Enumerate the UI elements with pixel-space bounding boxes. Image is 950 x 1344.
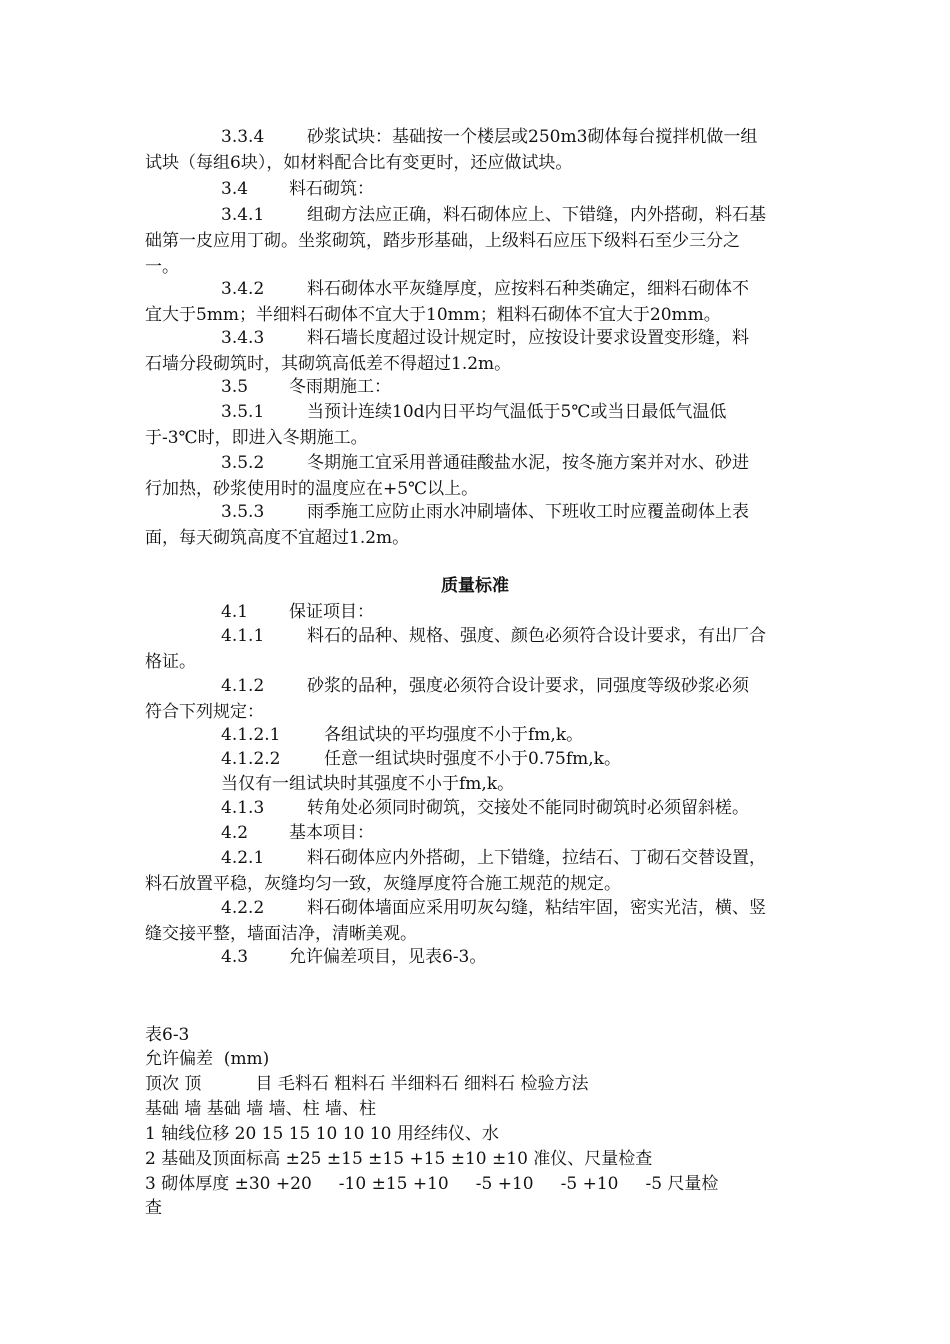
clause-number: 3.4.2 — [221, 279, 265, 299]
clause-text: 当预计连续10d内日平均气温低于5℃或当日最低气温低 — [307, 402, 727, 422]
clause-number: 4.3 — [221, 947, 249, 967]
clause-number: 3.5.3 — [221, 502, 265, 522]
table-name: 表6-3 — [145, 1025, 190, 1045]
clause-text: 保证项目： — [289, 602, 374, 622]
section-3-4 — [221, 176, 810, 202]
clause-4-1-3 — [221, 795, 810, 821]
table-header-row-2: 基础 墙 基础 墙 墙、柱 墙、柱 — [145, 1099, 377, 1119]
section-4-2 — [221, 820, 810, 846]
section-4-1 — [221, 599, 810, 625]
clause-text-cont: 行加热，砂浆使用时的温度应在+5℃以上。 — [145, 479, 479, 499]
clause-text-cont: 格证。 — [145, 652, 196, 672]
clause-3-3-4 — [221, 124, 810, 150]
clause-number: 3.3.4 — [221, 127, 265, 147]
clause-text: 料石砌筑： — [289, 179, 374, 199]
clause-text-cont: 符合下列规定： — [145, 702, 264, 722]
clause-text: 砂浆的品种，强度必须符合设计要求，同强度等级砂浆必须 — [307, 676, 749, 696]
clause-number: 4.2.1 — [221, 848, 265, 868]
clause-text: 组砌方法应正确，料石砌体应上、下错缝，内外搭砌，料石基 — [307, 205, 766, 225]
clause-3-4-2 — [221, 276, 810, 302]
clause-4-1-1 — [221, 623, 810, 649]
clause-number: 4.1.2.1 — [221, 725, 281, 745]
clause-number: 3.5.2 — [221, 453, 265, 473]
clause-text: 允许偏差项目，见表6-3。 — [289, 947, 487, 967]
clause-number: 4.1.2.2 — [221, 749, 281, 769]
clause-text: 砂浆试块：基础按一个楼层或250m3砌体每台搅拌机做一组 — [307, 127, 758, 147]
table-header-row-1: 顶次 顶 目 毛料石 粗料石 半细料石 细料石 检验方法 — [145, 1074, 589, 1094]
clause-text: 转角处必须同时砌筑，交接处不能同时砌筑时必须留斜槎。 — [307, 798, 749, 818]
clause-text: 各组试块的平均强度不小于fm,k。 — [324, 725, 584, 745]
clause-text-cont: 宜大于5mm；半细料石砌体不宜大于10mm；粗料石砌体不宜大于20mm。 — [145, 305, 721, 325]
clause-number: 3.4 — [221, 179, 249, 199]
clause-number: 3.5.1 — [221, 402, 265, 422]
clause-number: 4.1.1 — [221, 626, 265, 646]
clause-3-4-3 — [221, 325, 810, 351]
clause-3-5-3 — [221, 499, 810, 525]
clause-note: 当仅有一组试块时其强度不小于fm,k。 — [221, 774, 515, 794]
clause-text-cont: 一。 — [145, 257, 179, 277]
clause-text: 料石砌体水平灰缝厚度，应按料石种类确定，细料石砌体不 — [307, 279, 749, 299]
clause-3-5-2 — [221, 450, 810, 476]
clause-4-1-2-1 — [221, 722, 810, 748]
clause-text: 料石砌体应内外搭砌，上下错缝，拉结石、丁砌石交替设置， — [307, 848, 766, 868]
clause-text: 雨季施工应防止雨水冲刷墙体、下班收工时应覆盖砌体上表 — [307, 502, 749, 522]
clause-text: 料石砌体墙面应采用叨灰勾缝，粘结牢固，密实光洁，横、竖 — [307, 898, 766, 918]
clause-4-1-2-2 — [221, 746, 810, 772]
section-heading: 质量标准 — [441, 576, 509, 596]
clause-number: 4.1.2 — [221, 676, 265, 696]
clause-text-cont: 料石放置平稳，灰缝均匀一致，灰缝厚度符合施工规范的规定。 — [145, 874, 621, 894]
clause-3-5-1 — [221, 399, 810, 425]
clause-number: 4.1.3 — [221, 798, 265, 818]
clause-text-cont: 石墙分段砌筑时，其砌筑高低差不得超过1.2m。 — [145, 354, 512, 374]
table-row-3-cont: 查 — [145, 1198, 162, 1218]
clause-number: 4.2 — [221, 823, 249, 843]
clause-text: 冬期施工宜采用普通硅酸盐水泥，按冬施方案并对水、砂进 — [307, 453, 749, 473]
clause-text: 冬雨期施工： — [289, 377, 391, 397]
clause-number: 4.2.2 — [221, 898, 265, 918]
clause-number: 3.4.3 — [221, 328, 265, 348]
clause-text-cont: 于-3℃时，即进入冬期施工。 — [145, 428, 368, 448]
clause-text-cont: 缝交接平整，墙面洁净，清晰美观。 — [145, 924, 417, 944]
clause-text: 任意一组试块时强度不小于0.75fm,k。 — [324, 749, 621, 769]
clause-text-cont: 面，每天砌筑高度不宜超过1.2m。 — [145, 528, 410, 548]
table-row-1: 1 轴线位移 20 15 15 10 10 10 用经纬仪、水 — [145, 1124, 499, 1144]
clause-text: 基本项目： — [289, 823, 374, 843]
table-row-3: 3 砌体厚度 ±30 +20 -10 ±15 +10 -5 +10 -5 +10 -5 尺量检 — [145, 1174, 719, 1194]
section-3-5 — [221, 374, 810, 400]
clause-text: 料石墙长度超过设计规定时，应按设计要求设置变形缝，料 — [307, 328, 749, 348]
clause-4-2-1 — [221, 845, 810, 871]
clause-number: 3.5 — [221, 377, 249, 397]
clause-number: 3.4.1 — [221, 205, 265, 225]
clause-text-cont: 试块（每组6块），如材料配合比有变更时，还应做试块。 — [145, 153, 573, 173]
clause-text-cont: 础第一皮应用丁砌。坐浆砌筑，踏步形基础，上级料石应压下级料石至少三分之 — [145, 231, 740, 251]
clause-4-2-2 — [221, 895, 810, 921]
table-caption: 允许偏差 (mm) — [145, 1049, 270, 1069]
clause-number: 4.1 — [221, 602, 249, 622]
table-row-2: 2 基础及顶面标高 ±25 ±15 ±15 +15 ±10 ±10 准仪、尺量检查 — [145, 1149, 653, 1169]
clause-4-1-2 — [221, 673, 810, 699]
clause-text: 料石的品种、规格、强度、颜色必须符合设计要求，有出厂合 — [307, 626, 766, 646]
section-4-3 — [221, 944, 810, 970]
clause-3-4-1 — [221, 202, 810, 228]
